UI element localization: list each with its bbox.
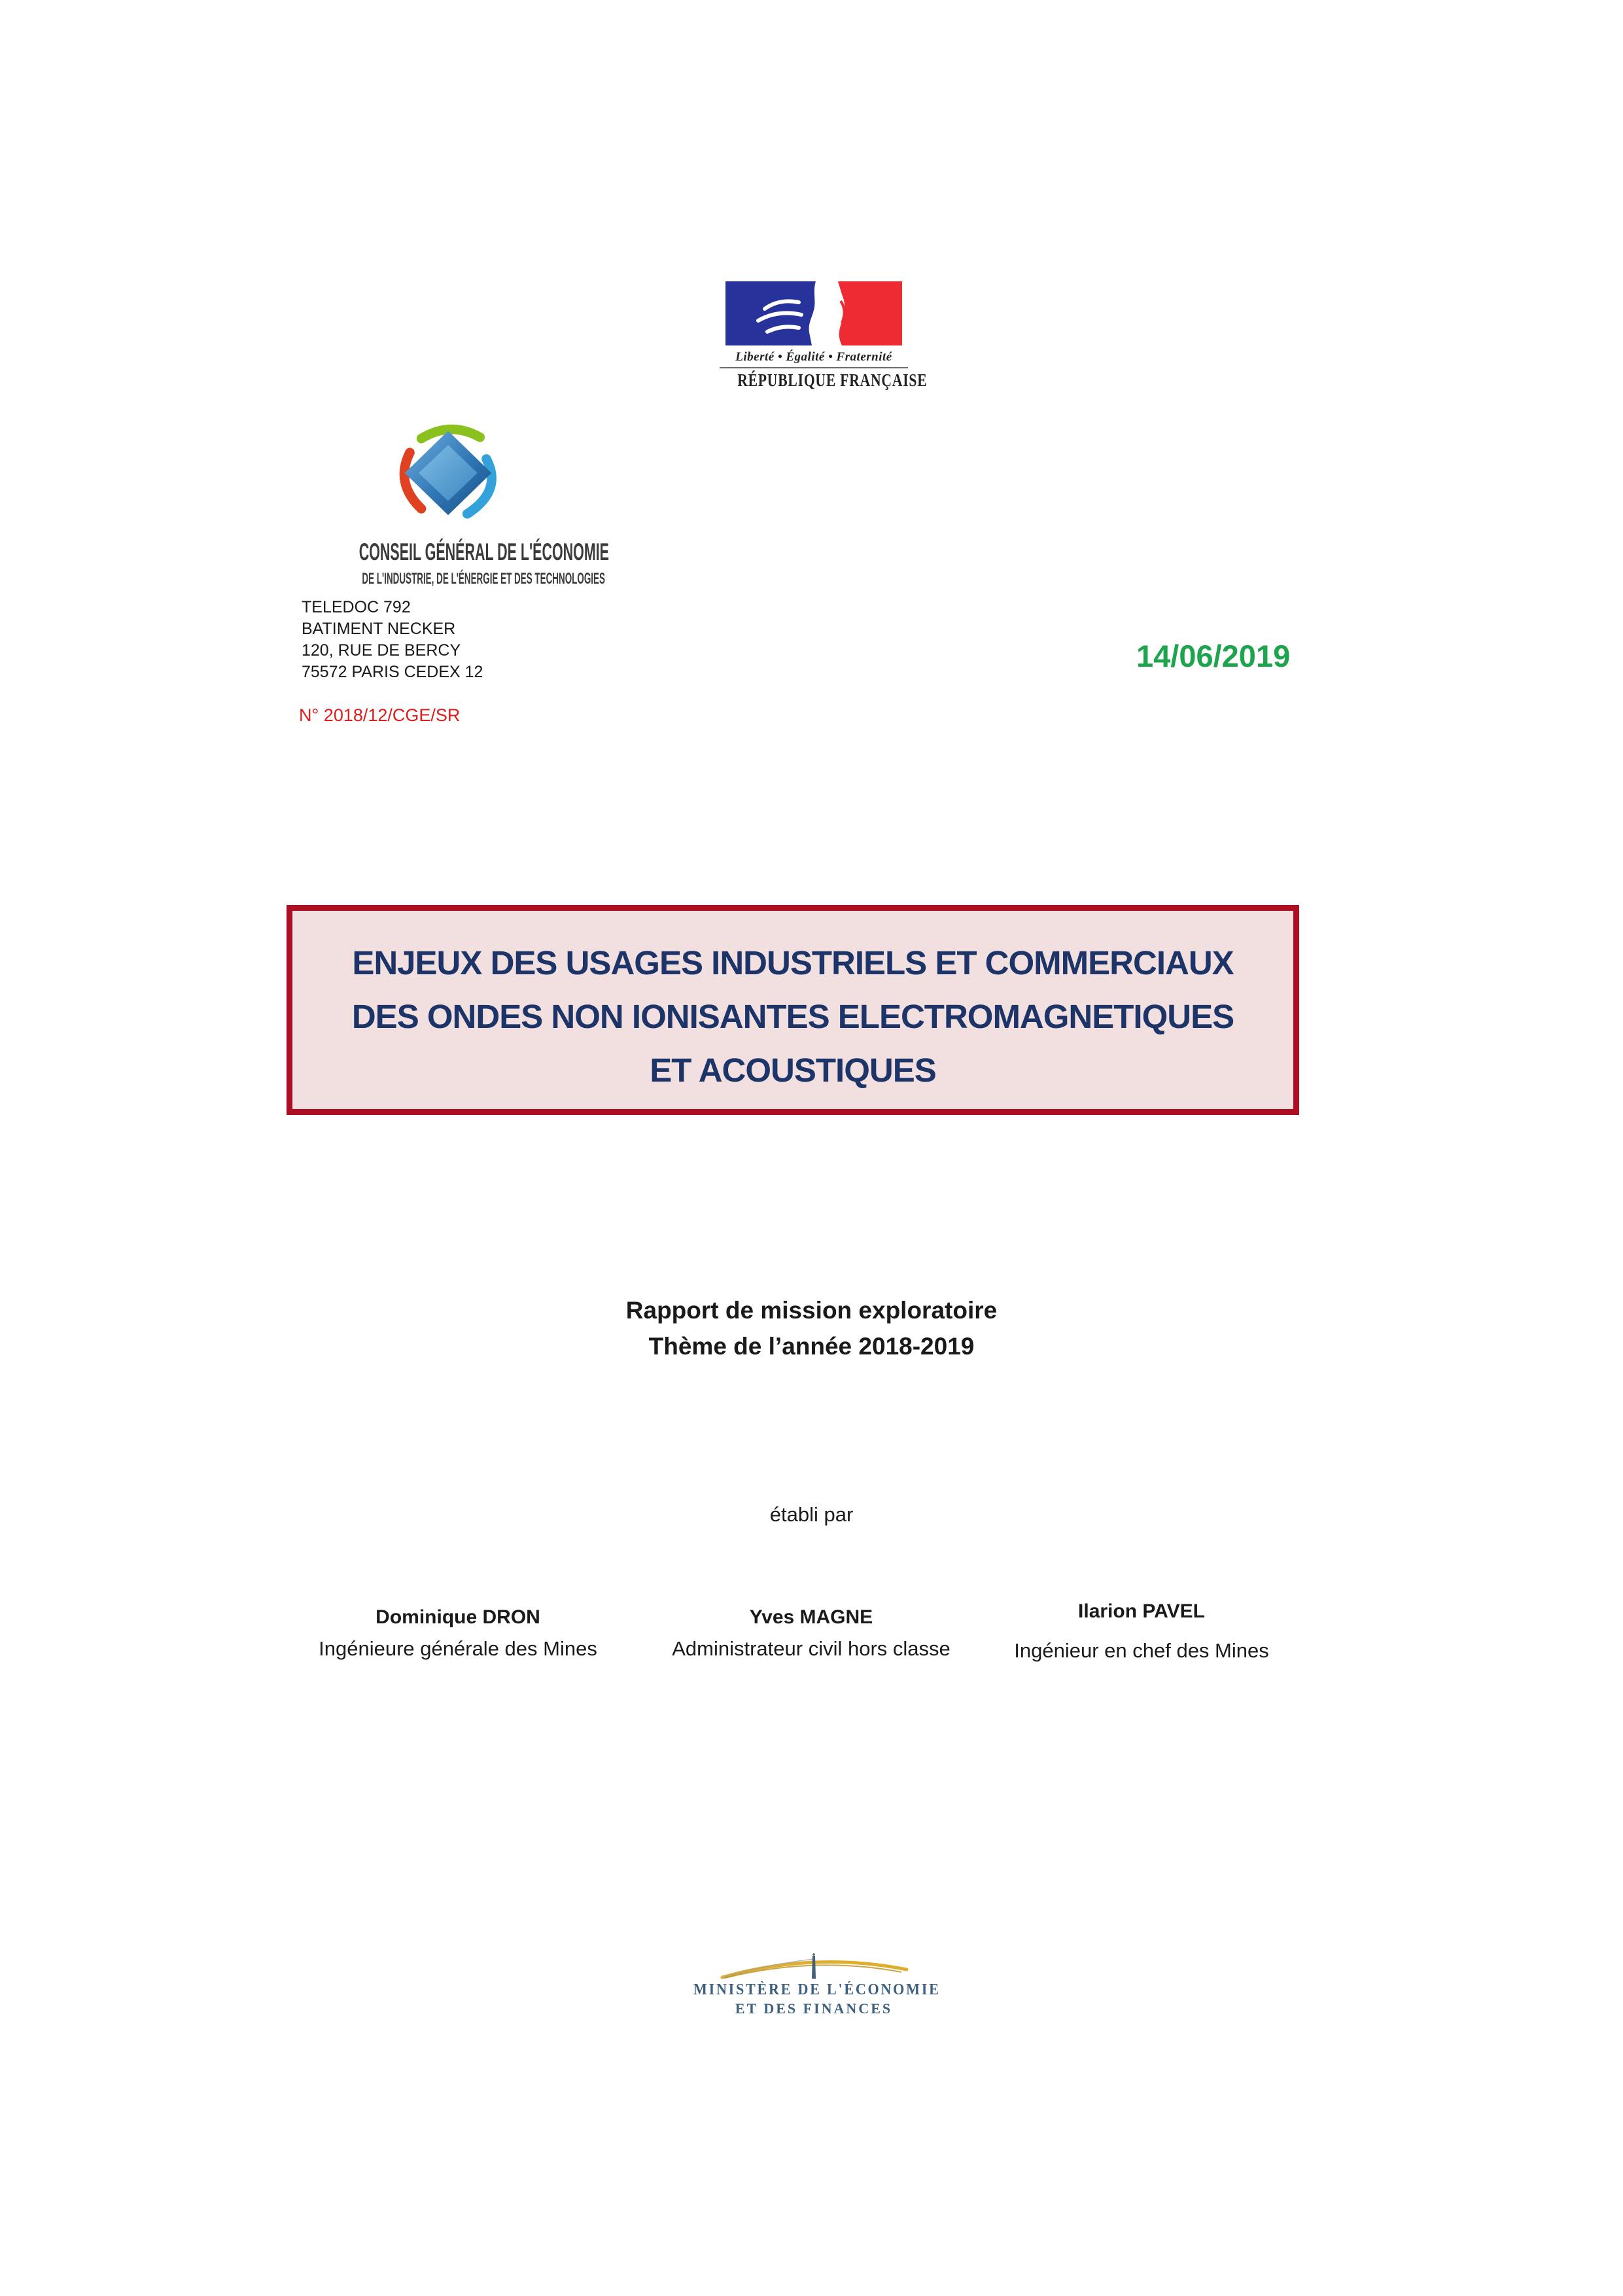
byline-etabli-par: établi par <box>769 1503 854 1526</box>
author-role: Ingénieur en chef des Mines <box>1014 1639 1269 1662</box>
title-box <box>287 905 1299 1115</box>
report-date: 14/06/2019 <box>1136 639 1291 673</box>
title-line-1: ENJEUX DES USAGES INDUSTRIELS ET COMMERCIAUX <box>352 944 1234 981</box>
author-name: Dominique DRON <box>375 1606 540 1628</box>
report-type-line: Rapport de mission exploratoire <box>625 1297 998 1324</box>
ministry-name-line2: ET DES FINANCES <box>735 2000 893 2017</box>
address-line: TELEDOC 792 <box>302 598 411 616</box>
ministry-arc-icon <box>716 1951 912 1980</box>
author-block <box>288 1606 628 1660</box>
cge-logo <box>294 419 609 588</box>
subtitle <box>0 1292 1623 1364</box>
reference-number: N° 2018/12/CGE/SR <box>299 705 461 725</box>
author-block <box>628 1606 994 1660</box>
cge-name-line1: CONSEIL GÉNÉRAL DE L'ÉCONOMIE <box>358 539 609 565</box>
ministry-logo <box>683 1951 945 2017</box>
motto-divider <box>720 367 908 368</box>
marianne-flag-icon <box>725 281 902 345</box>
republique-francaise-logo <box>718 281 928 391</box>
author-role: Administrateur civil hors classe <box>672 1637 951 1660</box>
address-line: 120, RUE DE BERCY <box>302 641 461 660</box>
title-line-2: DES ONDES NON IONISANTES ELECTROMAGNETIQUES <box>351 997 1234 1035</box>
author-name: Yves MAGNE <box>749 1606 873 1628</box>
sender-address <box>302 597 483 683</box>
cge-name-line2: DE L'INDUSTRIE, DE L'ÉNERGIE ET DES TECHNOLOGIES <box>362 570 605 588</box>
theme-year-line: Thème de l’année 2018-2019 <box>648 1333 975 1360</box>
author-role: Ingénieure générale des Mines <box>319 1637 597 1660</box>
ministry-name-line1: MINISTÈRE DE L'ÉCONOMIE <box>693 1981 941 1998</box>
motto-text: Liberté • Égalité • Fraternité <box>735 350 892 364</box>
address-line: 75572 PARIS CEDEX 12 <box>302 663 483 681</box>
author-name: Ilarion PAVEL <box>1078 1600 1205 1622</box>
author-block <box>968 1600 1315 1662</box>
address-line: BATIMENT NECKER <box>302 620 456 638</box>
title-line-3: ET ACOUSTIQUES <box>650 1051 936 1089</box>
cge-diamond-icon <box>391 419 506 521</box>
republique-francaise-label: RÉPUBLIQUE FRANÇAISE <box>737 370 928 390</box>
